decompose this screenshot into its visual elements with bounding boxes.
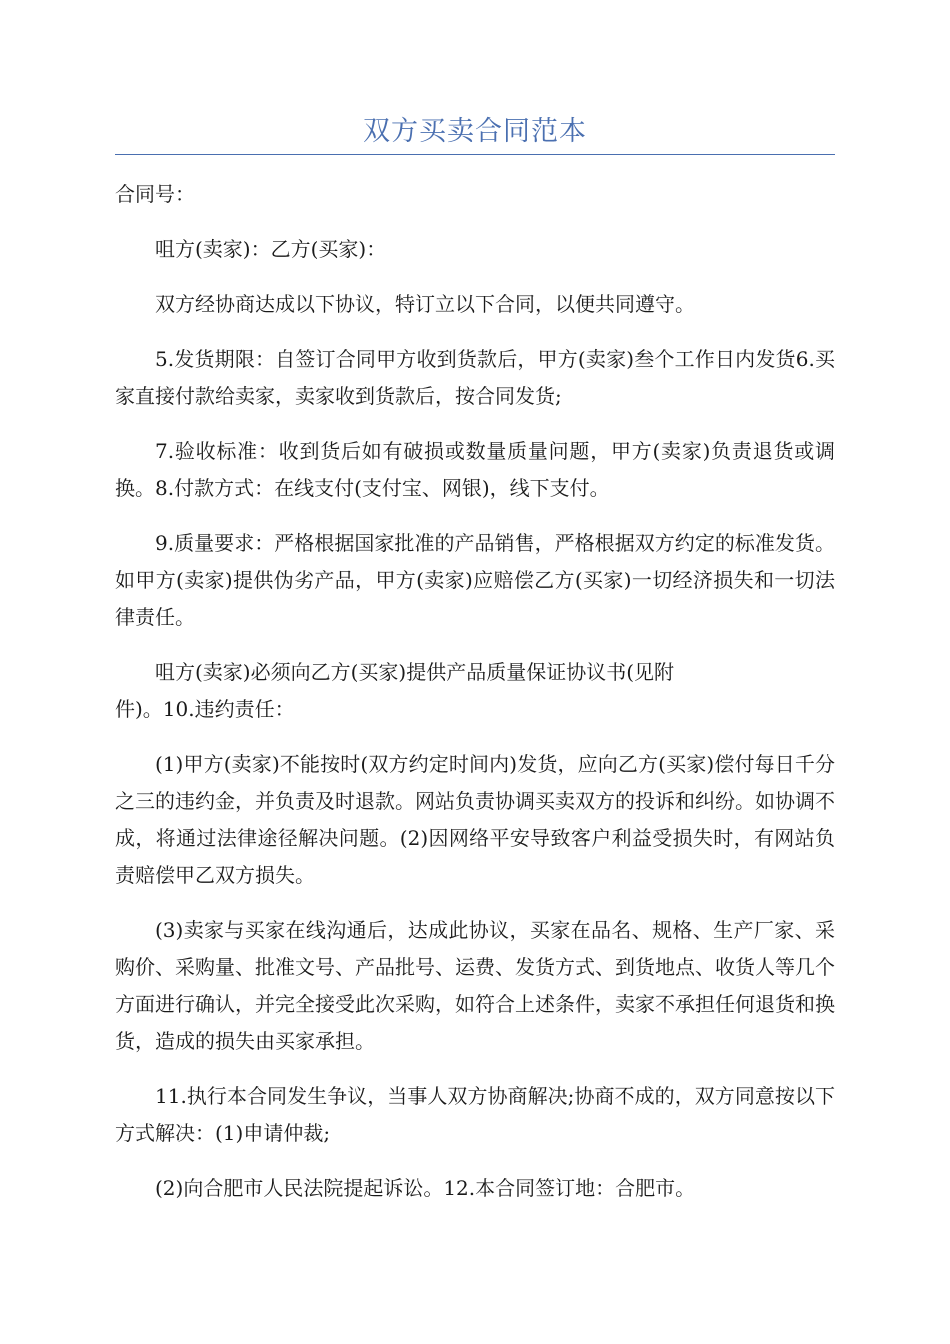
document-body xyxy=(115,176,835,1225)
document-title: 双方买卖合同范本 xyxy=(363,116,587,147)
clause-9-supplement-line-2: 件)。10.违约责任： xyxy=(115,697,295,721)
parties-line: 咀方(卖家)：乙方(买家)： xyxy=(155,237,387,261)
clause-11: 11.执行本合同发生争议，当事人双方协商解决;协商不成的，双方同意按以下方式解决：(1)申请仲裁; xyxy=(115,1084,835,1145)
intro-paragraph: 双方经协商达成以下协议，特订立以下合同，以便共同遵守。 xyxy=(155,292,695,316)
title-underline xyxy=(115,154,835,155)
clause-7-8: 7.验收标准：收到货后如有破损或数量质量问题，甲方(卖家)负责退货或调换。8.付款方式：在线支付(支付宝、网银)，线下支付。 xyxy=(115,439,835,500)
clause-9: 9.质量要求：严格根据国家批准的产品销售，严格根据双方约定的标准发货。如甲方(卖家)提供伪劣产品，甲方(卖家)应赔偿乙方(买家)一切经济损失和一切法律责任。 xyxy=(115,531,835,629)
clause-10-3: (3)卖家与买家在线沟通后，达成此协议，买家在品名、规格、生产厂家、采购价、采购量、批准文号、产品批号、运费、发货方式、到货地点、收货人等几个方面进行确认，并完全接受此次采购，如符合上述条件，卖家不承担任何退货和换货，造成的损失由买家承担。 xyxy=(115,918,835,1053)
clause-10-1: (1)甲方(卖家)不能按时(双方约定时间内)发货，应向乙方(买家)偿付每日千分之三的违约金，并负责及时退款。网站负责协调买卖双方的投诉和纠纷。如协调不成，将通过法律途径解决问题。(2)因网络平安导致客户利益受损失时，有网站负责赔偿甲乙双方损失。 xyxy=(115,752,835,887)
contract-number-label: 合同号： xyxy=(115,182,195,206)
clause-9-supplement xyxy=(115,654,835,728)
clause-9-supplement-line-1: 咀方(卖家)必须向乙方(买家)提供产品质量保证协议书(见附 xyxy=(155,660,675,684)
clause-5-6: 5.发货期限：自签订合同甲方收到货款后，甲方(卖家)叁个工作日内发货6.买家直接付款给卖家，卖家收到货款后，按合同发货; xyxy=(115,347,835,408)
clause-11-2-12: (2)向合肥市人民法院提起诉讼。12.本合同签订地：合肥市。 xyxy=(155,1176,696,1200)
